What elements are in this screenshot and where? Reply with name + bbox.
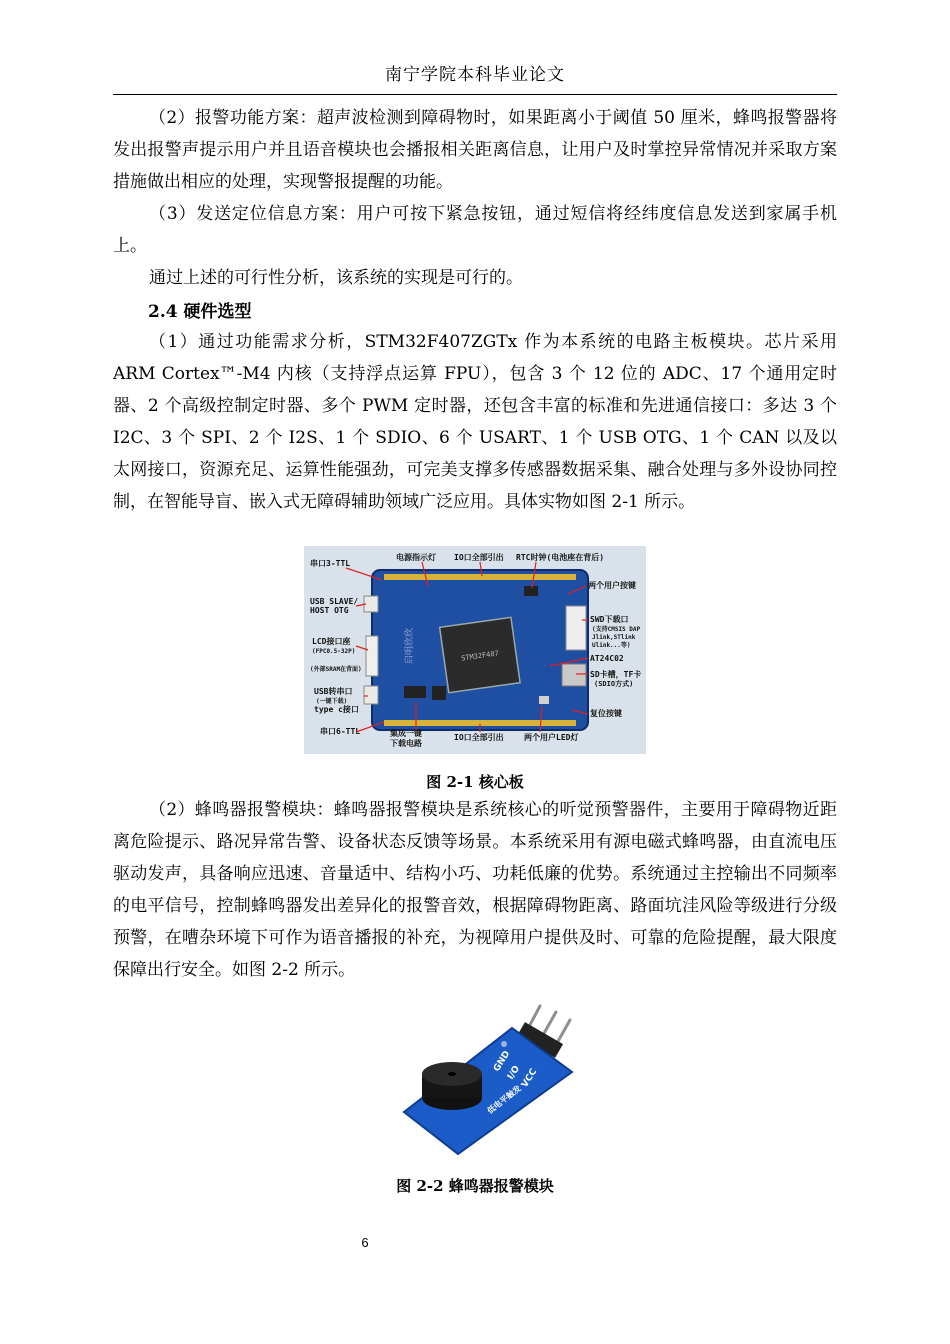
pin-vcc: VCC <box>520 1067 540 1090</box>
paragraph-feasibility: 通过上述的可行性分析，该系统的实现是可行的。 <box>149 268 523 288</box>
module-silk: 低电平触发 <box>485 1083 523 1116</box>
figure2-caption: 图 2-2 蜂鸣器报警模块 <box>396 1177 554 1195</box>
paragraph-core-board: （1）通过功能需求分析，STM32F407ZGTx 作为本系统的电路主板模块。芯片采用 ARM Cortex™-M4 内核（支持浮点运算 FPU），包含 3 个 12 位的 ADC、17 个通用定时器、2 个高级控制定时器、多个 PWM 定时器，还包含丰富的标准和先进通信接口：多达 3 个 I2C、3 个 SPI、2 个 I2S、1 个 SDIO、6 个 USART、1 个 USB OTG、1 个 CAN 以及以太网接口，资源充足、运算性能强劲，可完美支撑多传感器数据采集、融合处理与多外设协同控制，在智能导盲、嵌入式无障碍辅助领域广泛应用。具体实物如图 2-1 所示。 <box>113 332 837 512</box>
label-sd: SD卡槽，TF卡 <box>590 670 642 679</box>
label-sd-note: (SDIO方式) <box>594 680 634 688</box>
paragraph-alarm-plan: （2）报警功能方案：超声波检测到障碍物时，如果距离小于阈值 50 厘米，蜂鸣报警器将发出报警声提示用户并且语音模块也会播报相关距离信息，让用户及时掌控异常情况并采取方案措施做出相应的处理，实现警报提醒的功能。 <box>113 108 837 192</box>
label-lcd: LCD接口座 <box>312 637 351 646</box>
label-usb-serial: USB转串口 <box>314 687 353 696</box>
label-swd-note1: (支持CMSIS DAP <box>592 626 641 633</box>
label-host-otg: HOST OTG <box>310 606 349 615</box>
label-download2: 下载电路 <box>390 739 422 748</box>
label-typec: type c接口 <box>314 705 359 714</box>
section-title: 2.4 硬件选型 <box>148 302 252 322</box>
page-header: 南宁学院本科毕业论文 <box>385 65 565 85</box>
label-swd: SWD下载口 <box>590 615 629 624</box>
pin-io: I/O <box>506 1064 523 1082</box>
header-rule <box>113 94 837 95</box>
label-serial3: 串口3-TTL <box>310 559 351 568</box>
label-usb-serial-note: (一键下载) <box>316 698 348 705</box>
paragraph-location-plan: （3）发送定位信息方案：用户可按下紧急按钮，通过短信将经纬度信息发送到家属手机上。 <box>113 204 837 256</box>
label-serial6: 串口6-TTL <box>320 727 361 736</box>
label-sram: (外部SRAM在背面) <box>310 666 362 673</box>
label-lcd-note: (FPC0.5-32P) <box>312 648 356 655</box>
core-board-image <box>304 546 646 754</box>
label-usb-slave: USB SLAVE/ <box>310 597 359 606</box>
label-at24: AT24C02 <box>590 654 624 663</box>
label-two-keys: 两个用户按键 <box>588 581 636 590</box>
label-swd-note2: Jlink,STlink <box>592 634 636 641</box>
label-swd-note3: Ulink...等) <box>592 642 631 649</box>
buzzer-module-image <box>394 992 584 1164</box>
label-io-top: IO口全部引出 <box>454 553 504 562</box>
label-reset: 复位按键 <box>590 709 622 718</box>
chip-label: STM32F407 <box>460 649 500 663</box>
paragraph-buzzer: （2）蜂鸣器报警模块：蜂鸣器报警模块是系统核心的听觉预警器件，主要用于障碍物近距离危险提示、路况异常告警、设备状态反馈等场景。本系统采用有源电磁式蜂鸣器，由直流电压驱动发声，具备响应迅速、音量适中、结构小巧、功耗低廉的优势。系统通过主控输出不同频率的电平信号，控制蜂鸣器发出差异化的报警音效，根据障碍物距离、路面坑洼风险等级进行分级预警，在嘈杂环境下可作为语音播报的补充，为视障用户提供及时、可靠的危险提醒，最大限度保障出行安全。如图 2-2 所示。 <box>113 800 837 980</box>
pin-gnd: GND <box>492 1049 513 1074</box>
figure1-caption: 图 2-1 核心板 <box>426 773 524 791</box>
label-io-bottom: IO口全部引出 <box>454 733 504 742</box>
label-rtc: RTC时钟(电池座在背后) <box>516 553 605 562</box>
page-number: 6 <box>361 1235 369 1250</box>
board-silk-text: 启明欣欣 <box>405 627 415 664</box>
label-power-led: 电源指示灯 <box>396 553 436 562</box>
label-download1: 集成一键 <box>390 729 422 738</box>
label-leds: 两个用户LED灯 <box>524 733 579 742</box>
